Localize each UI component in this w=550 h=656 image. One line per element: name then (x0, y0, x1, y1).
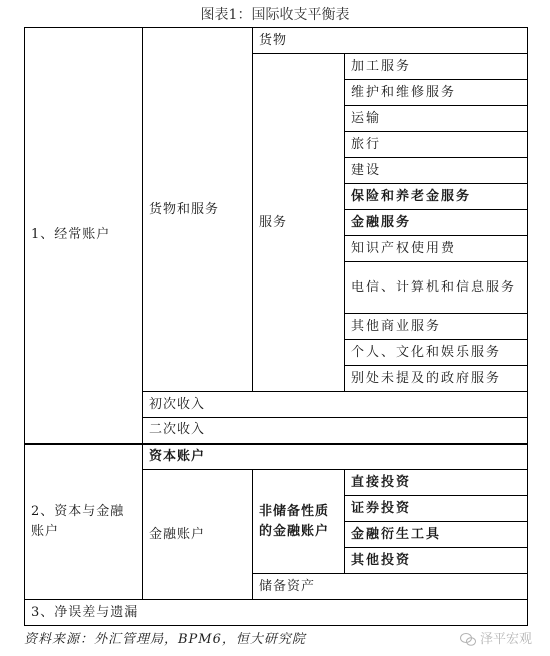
service-item-other-business: 其他商业服务 (345, 314, 528, 340)
investment-direct: 直接投资 (345, 470, 528, 496)
table-row (25, 444, 528, 470)
service-item-financial: 金融服务 (345, 210, 528, 236)
service-item-government: 别处未提及的政府服务 (345, 366, 528, 392)
table-row (25, 28, 528, 54)
services-cell: 服务 (253, 54, 345, 392)
service-item-ip-charges: 知识产权使用费 (345, 236, 528, 262)
goods-and-services-cell: 货物和服务 (143, 28, 253, 392)
investment-portfolio: 证券投资 (345, 496, 528, 522)
source-note: 资料来源：外汇管理局，BPM6，恒大研究院 (24, 632, 306, 647)
service-item-transport: 运输 (345, 106, 528, 132)
reserve-assets-cell: 储备资产 (253, 574, 528, 600)
financial-account-cell: 金融账户 (143, 470, 253, 600)
service-item-personal-cultural: 个人、文化和娱乐服务 (345, 340, 528, 366)
capital-financial-account-cell: 2、资本与金融账户 (25, 444, 143, 600)
service-item-travel: 旅行 (345, 132, 528, 158)
errors-omissions-cell: 3、净误差与遗漏 (25, 600, 528, 626)
primary-income-cell: 初次收入 (143, 392, 528, 418)
table-caption: 图表1：国际收支平衡表 (200, 7, 350, 23)
investment-other: 其他投资 (345, 548, 528, 574)
service-item-insurance-pension: 保险和养老金服务 (345, 184, 528, 210)
balance-of-payments-table (24, 27, 528, 626)
service-item-maintenance: 维护和维修服务 (345, 80, 528, 106)
non-reserve-financial-account-cell: 非储备性质的金融账户 (253, 470, 345, 574)
investment-derivatives: 金融衍生工具 (345, 522, 528, 548)
watermark (460, 628, 532, 652)
secondary-income-cell: 二次收入 (143, 418, 528, 444)
watermark-text: 泽平宏观 (479, 632, 532, 647)
table-row (25, 600, 528, 626)
wechat-icon (460, 633, 476, 646)
service-item-telecom-it: 电信、计算机和信息服务 (345, 262, 528, 314)
goods-cell: 货物 (253, 28, 528, 54)
service-item-processing: 加工服务 (345, 54, 528, 80)
capital-account-cell: 资本账户 (143, 444, 528, 470)
current-account-cell: 1、经常账户 (25, 28, 143, 444)
service-item-construction: 建设 (345, 158, 528, 184)
